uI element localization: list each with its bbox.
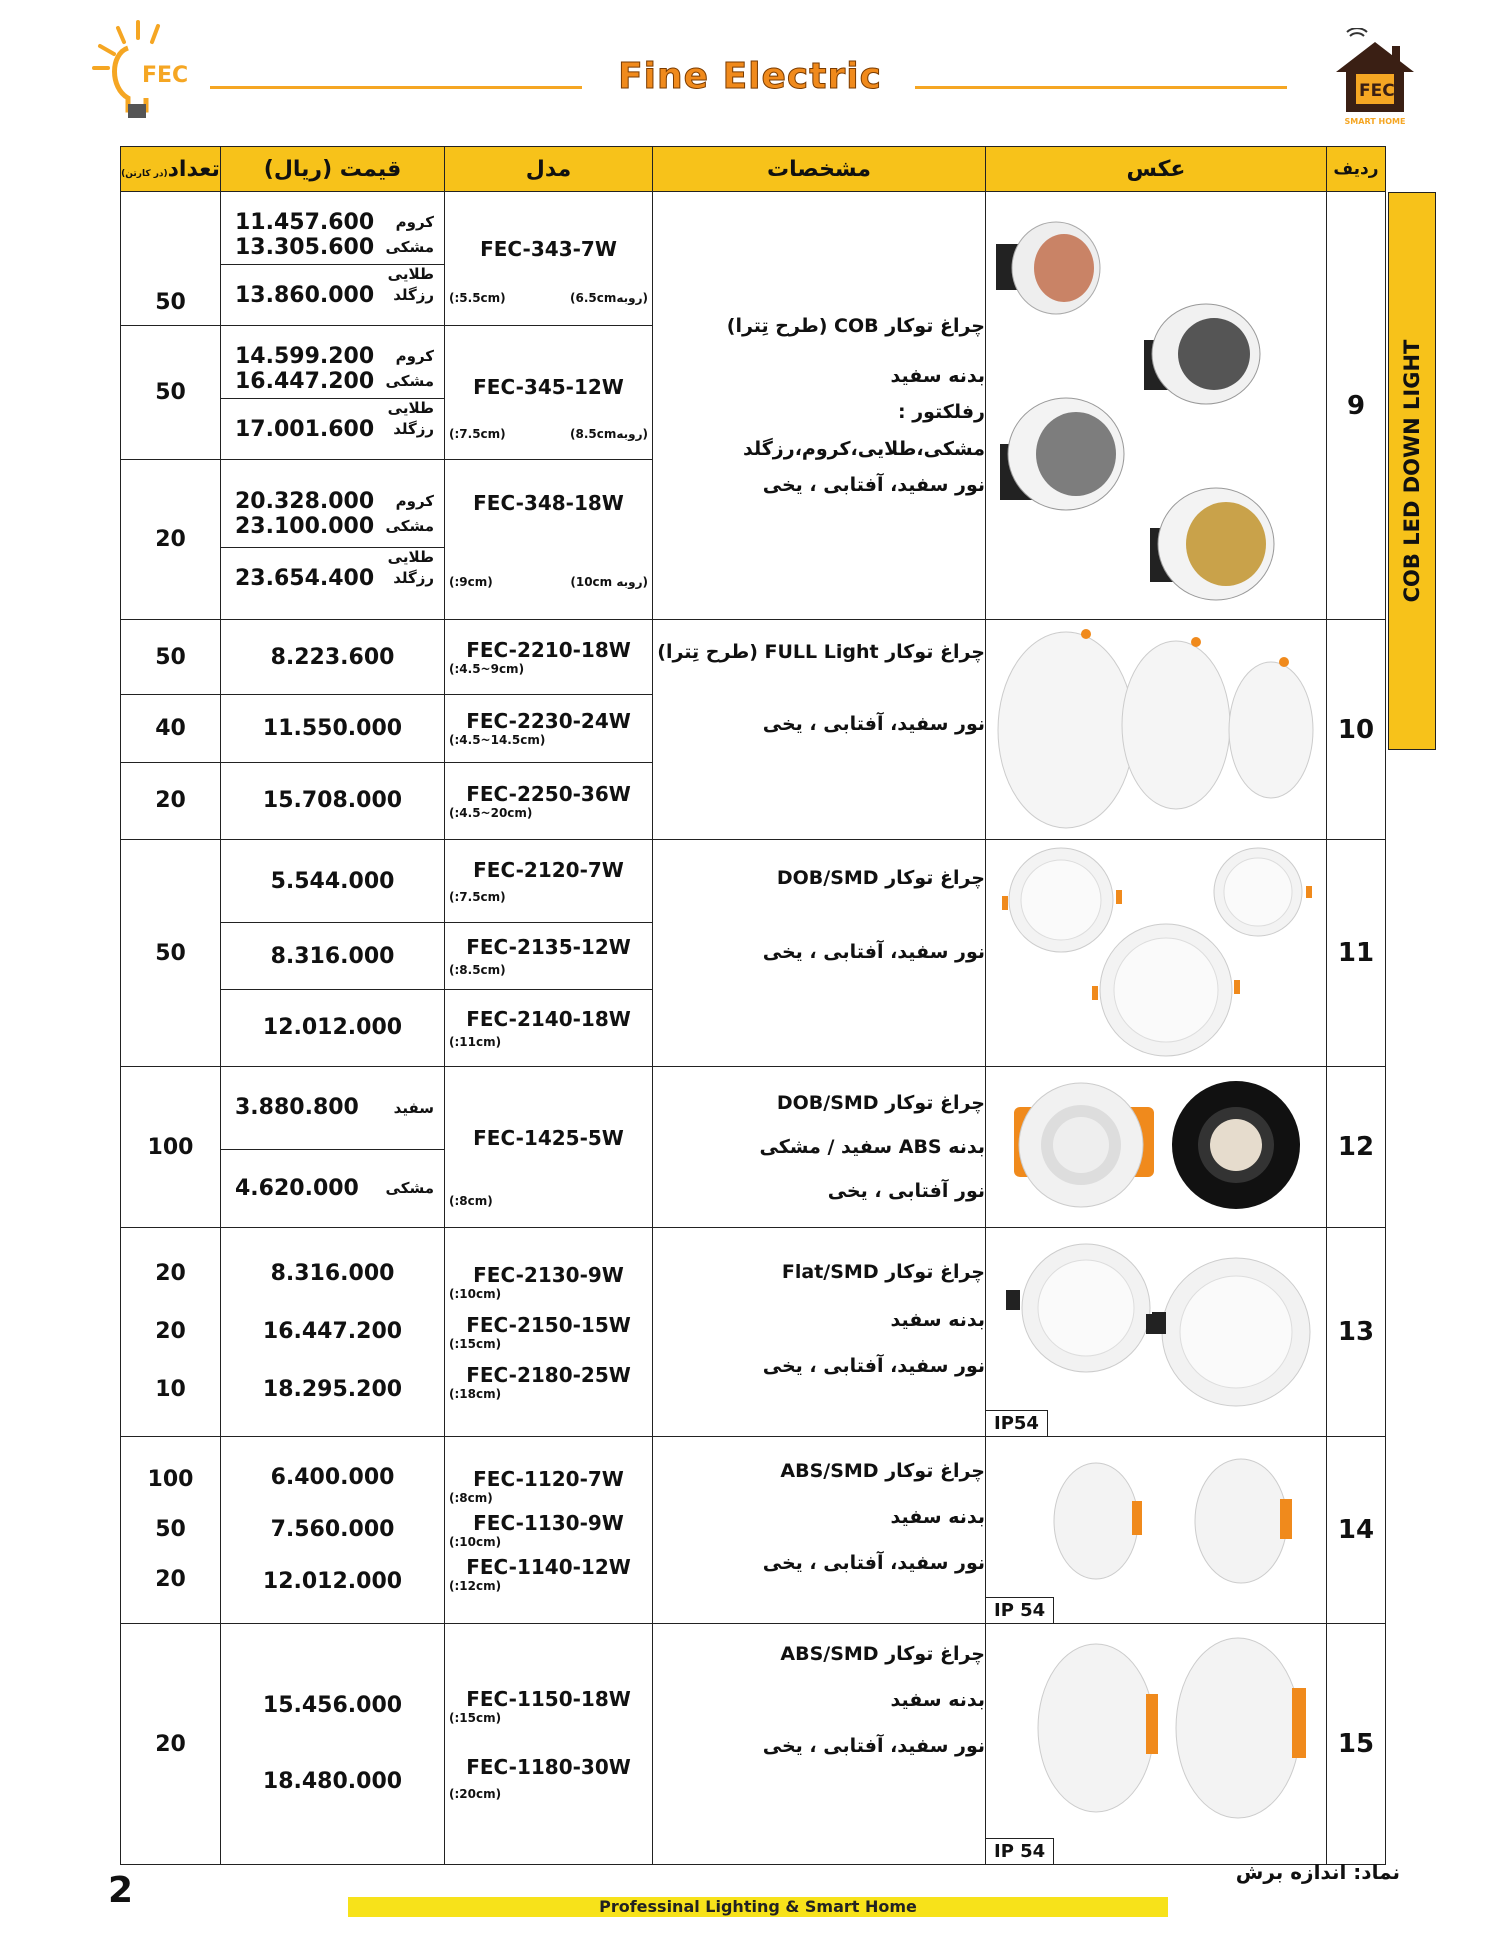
spec-line: نور سفید، آفتابی ، یخی	[762, 941, 985, 964]
footer-tagline: Professinal Lighting & Smart Home	[348, 1897, 1168, 1917]
spec-title: چراغ توکار ABS/SMD	[780, 1643, 985, 1665]
price-cell: 11.550.000	[221, 695, 445, 762]
finish-label: مشکی	[385, 238, 434, 256]
price-value: 7.560.000	[270, 1517, 395, 1542]
table-header-row	[121, 147, 1386, 192]
price-cell: 12.012.000	[221, 989, 445, 1066]
finish-label: رزگلد	[393, 420, 434, 438]
finish-label: مشکی	[385, 517, 434, 535]
price-cell: 8.316.000	[221, 923, 445, 990]
qty-cell: 20	[121, 762, 221, 839]
model-code: FEC-1130-9W	[473, 1511, 624, 1535]
price-value: 16.447.200	[235, 368, 375, 394]
qty-cell	[121, 1228, 221, 1437]
model-code: FEC-2250-36W	[466, 781, 631, 806]
price-value: 18.295.200	[262, 1377, 403, 1402]
product-photo	[986, 1228, 1327, 1437]
row-number: 14	[1327, 1437, 1386, 1624]
cut-size: (:8.5cm)	[449, 963, 506, 978]
cut-size: (:11cm)	[449, 1034, 502, 1049]
page-number: 2	[108, 1870, 134, 1911]
model-cell	[445, 1067, 653, 1228]
row-number: 10	[1327, 620, 1386, 840]
hole-size: (6.5cmروبه)	[570, 290, 648, 305]
qty-cell: 50	[121, 326, 221, 460]
price-value: 8.316.000	[270, 1261, 395, 1286]
product-photo	[986, 1624, 1327, 1865]
model-cell	[445, 620, 653, 695]
model-code: FEC-345-12W	[473, 374, 624, 399]
spec-cell	[653, 1437, 986, 1624]
qty-value: 20	[155, 1261, 186, 1286]
price-value: 3.880.800	[235, 1095, 359, 1121]
model-code: FEC-2140-18W	[466, 1006, 631, 1031]
row-number: 13	[1327, 1228, 1386, 1437]
spec-line: بدنه سفید	[890, 365, 985, 388]
finish-label: کروم	[395, 347, 434, 365]
price-cell	[221, 1149, 445, 1227]
flat-smd-downlight-image	[986, 1228, 1324, 1432]
finish-label: کروم	[395, 492, 434, 510]
finish-label: کروم	[395, 213, 434, 231]
model-cell	[445, 840, 653, 923]
cut-size: (:8cm)	[449, 1194, 493, 1208]
qty-cell: 100	[121, 1067, 221, 1228]
table-row	[121, 1228, 1386, 1437]
spec-line: رفلکتور : مشکی،طلایی،کروم،رزگلد	[743, 401, 985, 460]
cut-size: (:15cm)	[449, 1337, 502, 1351]
model-cell	[445, 192, 653, 326]
product-photo	[986, 1067, 1327, 1228]
spec-cell	[653, 1624, 986, 1865]
price-value: 23.100.000	[235, 513, 375, 539]
row-number: 9	[1327, 192, 1386, 620]
header-qty: تعداد(در کارتن)	[121, 147, 221, 192]
model-cell	[445, 460, 653, 620]
price-value: 20.328.000	[235, 488, 375, 514]
hole-size: (10cm روبه)	[570, 574, 648, 589]
price-cell	[221, 1228, 445, 1437]
qty-cell: 50	[121, 192, 221, 326]
model-cell	[445, 989, 653, 1066]
price-cell: 15.708.000	[221, 762, 445, 839]
product-photo	[986, 620, 1327, 840]
qty-cell: 50	[121, 840, 221, 1067]
finish-label: طلایی	[387, 547, 434, 566]
model-cell	[445, 1624, 653, 1865]
price-cell	[221, 460, 445, 620]
spec-line: نور سفید، آفتابی ، یخی	[762, 1735, 985, 1758]
model-code: FEC-1425-5W	[473, 1126, 624, 1150]
header-line-left	[210, 86, 582, 89]
model-code: FEC-2210-18W	[466, 638, 631, 663]
price-cell: 8.223.600	[221, 620, 445, 695]
qty-value: 100	[147, 1467, 194, 1492]
spec-title: چراغ توکار DOB/SMD	[776, 1091, 985, 1114]
price-cell	[221, 1437, 445, 1624]
cut-size: (:10cm)	[449, 1287, 502, 1301]
cut-size: (:12cm)	[449, 1579, 502, 1593]
spec-line: بدنه سفید	[890, 1506, 985, 1529]
model-code: FEC-2120-7W	[473, 858, 624, 883]
cut-size: (:4.5~20cm)	[449, 805, 533, 820]
spec-line: بدنه ABS سفید / مشکی	[759, 1135, 985, 1158]
header-photo: عکس	[986, 147, 1327, 192]
row-number: 15	[1327, 1624, 1386, 1865]
price-value: 15.456.000	[262, 1693, 403, 1718]
smart-home-logo-icon	[1330, 28, 1420, 128]
price-value: 4.620.000	[235, 1175, 359, 1201]
cut-size: (:10cm)	[449, 1535, 502, 1549]
price-value: 6.400.000	[270, 1465, 395, 1490]
model-code: FEC-1140-12W	[466, 1555, 631, 1579]
cut-size: (:8cm)	[449, 1491, 493, 1505]
cut-size-legend: نماد: اندازه برش	[1235, 1860, 1400, 1884]
spec-line: بدنه سفید	[890, 1689, 985, 1712]
category-side-label	[1388, 192, 1436, 750]
cut-size: (:9cm)	[449, 574, 493, 589]
qty-value: 50	[155, 1517, 186, 1542]
model-code: FEC-1120-7W	[473, 1467, 624, 1491]
model-code: FEC-2135-12W	[466, 935, 631, 960]
price-cell: 5.544.000	[221, 840, 445, 923]
price-value: 23.654.400	[235, 565, 375, 591]
dob-smd-downlight-image	[986, 840, 1324, 1062]
price-cell	[221, 192, 445, 326]
spec-title: چراغ توکار Flat/SMD	[781, 1261, 985, 1283]
hole-size: (8.5cmروبه)	[570, 426, 648, 441]
category-label-text: COB LED DOWN LIGHT	[1400, 339, 1424, 603]
finish-label: طلایی	[387, 264, 434, 283]
spec-cell	[653, 1067, 986, 1228]
finish-label: سفید	[393, 1098, 434, 1117]
row-number: 11	[1327, 840, 1386, 1067]
header-line-right	[915, 86, 1287, 89]
svg-text:FEC: FEC	[142, 63, 189, 88]
price-value: 13.305.600	[235, 234, 375, 260]
header-spec: مشخصات	[653, 147, 986, 192]
spec-cell	[653, 620, 986, 840]
spec-line: نور آفتابی ، یخی	[827, 1180, 985, 1203]
header-model: مدل	[445, 147, 653, 192]
model-cell	[445, 923, 653, 990]
price-value: 11.457.600	[235, 209, 375, 235]
fec-bulb-logo-icon	[88, 14, 198, 124]
spec-cell	[653, 192, 986, 620]
finish-label: رزگلد	[393, 569, 434, 587]
product-photo	[986, 1437, 1327, 1624]
spec-cell	[653, 840, 986, 1067]
ip-rating-badge: IP54	[986, 1410, 1048, 1436]
spec-title: چراغ توکار COB (طرح تِترا)	[726, 315, 985, 338]
spec-line: نور سفید، آفتابی ، یخی	[762, 1552, 985, 1575]
price-value: 17.001.600	[235, 416, 375, 442]
model-code: FEC-348-18W	[473, 490, 624, 515]
header-price: قیمت (ریال)	[221, 147, 445, 192]
model-code: FEC-343-7W	[480, 236, 617, 261]
model-cell	[445, 695, 653, 762]
dob-spot-downlight-image	[986, 1067, 1324, 1223]
finish-label: مشکی	[385, 1179, 434, 1198]
price-cell	[221, 1624, 445, 1865]
model-cell	[445, 1228, 653, 1437]
model-cell	[445, 762, 653, 839]
model-code: FEC-1180-30W	[466, 1755, 631, 1779]
ip-rating-badge: IP 54	[986, 1597, 1054, 1623]
model-cell	[445, 326, 653, 460]
qty-cell: 50	[121, 620, 221, 695]
svg-text:FEC: FEC	[1359, 81, 1395, 101]
svg-text:SMART HOME: SMART HOME	[1344, 117, 1406, 126]
cob-downlight-image	[986, 204, 1324, 604]
price-value: 14.599.200	[235, 343, 375, 369]
spec-title: چراغ توکار FULL Light (طرح تِترا)	[657, 641, 985, 663]
product-photo	[986, 840, 1327, 1067]
model-code: FEC-2150-15W	[466, 1313, 631, 1337]
spec-line: نور سفید، آفتابی ، یخی	[762, 1355, 985, 1378]
row-number: 12	[1327, 1067, 1386, 1228]
table-row	[121, 840, 1386, 923]
qty-value: 10	[155, 1377, 186, 1402]
price-value: 16.447.200	[262, 1319, 403, 1344]
full-light-panel-image	[986, 620, 1324, 835]
abs-smd-large-downlight-image	[986, 1624, 1324, 1860]
table-row	[121, 192, 1386, 326]
model-code: FEC-1150-18W	[466, 1687, 631, 1711]
price-value: 13.860.000	[235, 282, 375, 308]
cut-size: (:4.5~9cm)	[449, 662, 525, 677]
model-code: FEC-2180-25W	[466, 1363, 631, 1387]
qty-value: 20	[155, 1567, 186, 1592]
cut-size: (:5.5cm)	[449, 290, 506, 305]
model-code: FEC-2130-9W	[473, 1263, 624, 1287]
qty-cell	[121, 1437, 221, 1624]
price-value: 18.480.000	[262, 1769, 403, 1794]
cut-size: (:7.5cm)	[449, 890, 506, 905]
spec-line: نور سفید، آفتابی ، یخی	[762, 713, 985, 736]
brand-title: Fine Electric	[618, 56, 882, 97]
cut-size: (:7.5cm)	[449, 426, 506, 441]
header-row: ردیف	[1327, 147, 1386, 192]
price-cell	[221, 1067, 445, 1150]
table-row	[121, 1624, 1386, 1865]
spec-line: نور سفید، آفتابی ، یخی	[762, 473, 985, 496]
finish-label: رزگلد	[393, 286, 434, 304]
price-value: 12.012.000	[262, 1569, 403, 1594]
cut-size: (:15cm)	[449, 1711, 502, 1725]
price-catalog-table	[120, 146, 1386, 1865]
price-cell	[221, 326, 445, 460]
model-code: FEC-2230-24W	[466, 709, 631, 734]
abs-smd-downlight-image	[986, 1437, 1324, 1619]
qty-value: 20	[155, 1319, 186, 1344]
qty-cell: 20	[121, 1624, 221, 1865]
cut-size: (:20cm)	[449, 1787, 502, 1801]
spec-title: چراغ توکار ABS/SMD	[780, 1460, 985, 1482]
spec-cell	[653, 1228, 986, 1437]
spec-line: بدنه سفید	[890, 1309, 985, 1332]
cut-size: (:18cm)	[449, 1387, 502, 1401]
table-row	[121, 1437, 1386, 1624]
product-photo	[986, 192, 1327, 620]
table-row	[121, 1067, 1386, 1150]
spec-title: چراغ توکار DOB/SMD	[776, 867, 985, 889]
qty-cell: 20	[121, 460, 221, 620]
finish-label: طلایی	[387, 398, 434, 417]
finish-label: مشکی	[385, 372, 434, 390]
cut-size: (:4.5~14.5cm)	[449, 733, 546, 748]
table-row	[121, 620, 1386, 695]
ip-rating-badge: IP 54	[986, 1838, 1054, 1864]
model-cell	[445, 1437, 653, 1624]
qty-cell: 40	[121, 695, 221, 762]
